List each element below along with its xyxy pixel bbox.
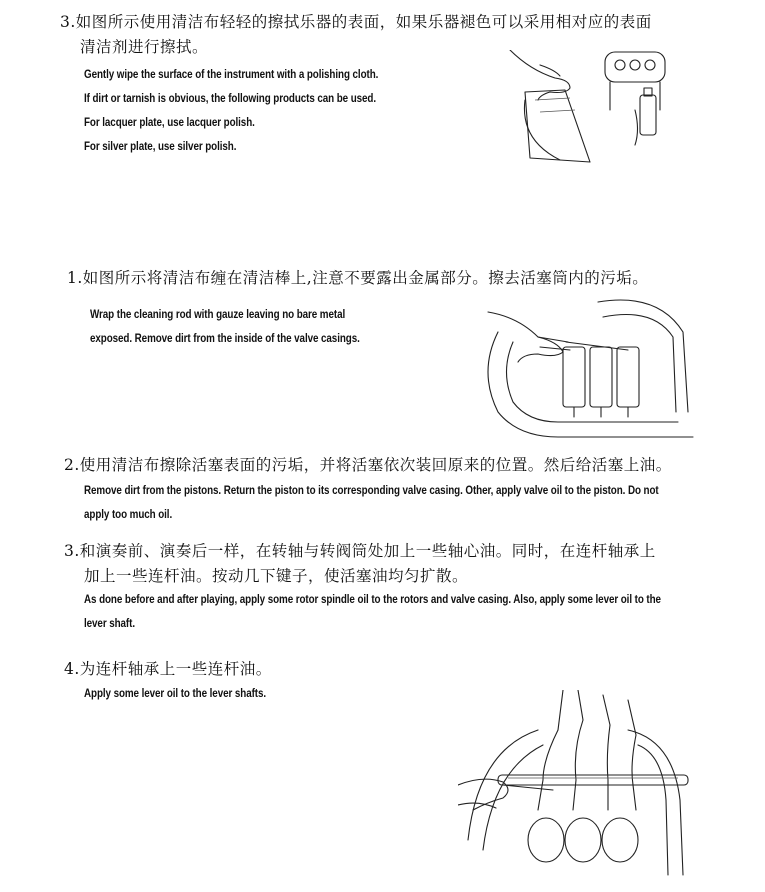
step-2-piston-text-2: apply too much oil. (84, 507, 173, 521)
step-3-oil-text-2: lever shaft. (84, 616, 135, 630)
step-3-oil-text-1: As done before and after playing, apply some rotor spindle oil to the rotors and valve casing. Also, apply some lever oil to the (84, 592, 661, 606)
step-4-lever-text-1: Apply some lever oil to the lever shafts. (84, 686, 267, 700)
step-4-lever-heading: 4.为连杆轴承上一些连杆油。 (64, 660, 272, 678)
step-3-wipe-text-4: For silver plate, use silver polish. (84, 139, 237, 153)
step-3-wipe-text-3: For lacquer plate, use lacquer polish. (84, 115, 255, 129)
step-1-valve-text-1: Wrap the cleaning rod with gauze leaving no bare metal (90, 307, 346, 321)
cleaning-rod-illustration (478, 292, 698, 442)
step-2-piston-heading: 2.使用清洁布擦除活塞表面的污垢，并将活塞依次装回原来的位置。然后给活塞上油。 (64, 456, 672, 474)
step-3-oil-heading: 3.和演奏前、演奏后一样，在转轴与转阀筒处加上一些轴心油。同时，在连杆轴承上 (64, 542, 656, 560)
step-3-wipe-heading-cont: 清洁剂进行擦拭。 (80, 38, 209, 56)
step-2-piston-text-1: Remove dirt from the pistons. Return the piston to its corresponding valve casing. Other, apply valve oil to the piston. Do not (84, 483, 659, 497)
step-1-valve-heading: 1.如图所示将清洁布缠在清洁棒上,注意不要露出金属部分。擦去活塞筒内的污垢。 (67, 269, 649, 287)
step-3-wipe-heading: 3.如图所示使用清洁布轻轻的擦拭乐器的表面，如果乐器褪色可以采用相对应的表面 (60, 13, 652, 31)
step-3-oil-heading-cont: 加上一些连杆油。按动几下键子，使活塞油均匀扩散。 (84, 567, 469, 585)
polishing-cloth-illustration (500, 50, 700, 170)
step-3-wipe-text-2: If dirt or tarnish is obvious, the following products can be used. (84, 91, 377, 105)
lever-oil-illustration (458, 690, 698, 880)
step-3-wipe-text-1: Gently wipe the surface of the instrument with a polishing cloth. (84, 67, 379, 81)
step-1-valve-text-2: exposed. Remove dirt from the inside of the valve casings. (90, 331, 360, 345)
